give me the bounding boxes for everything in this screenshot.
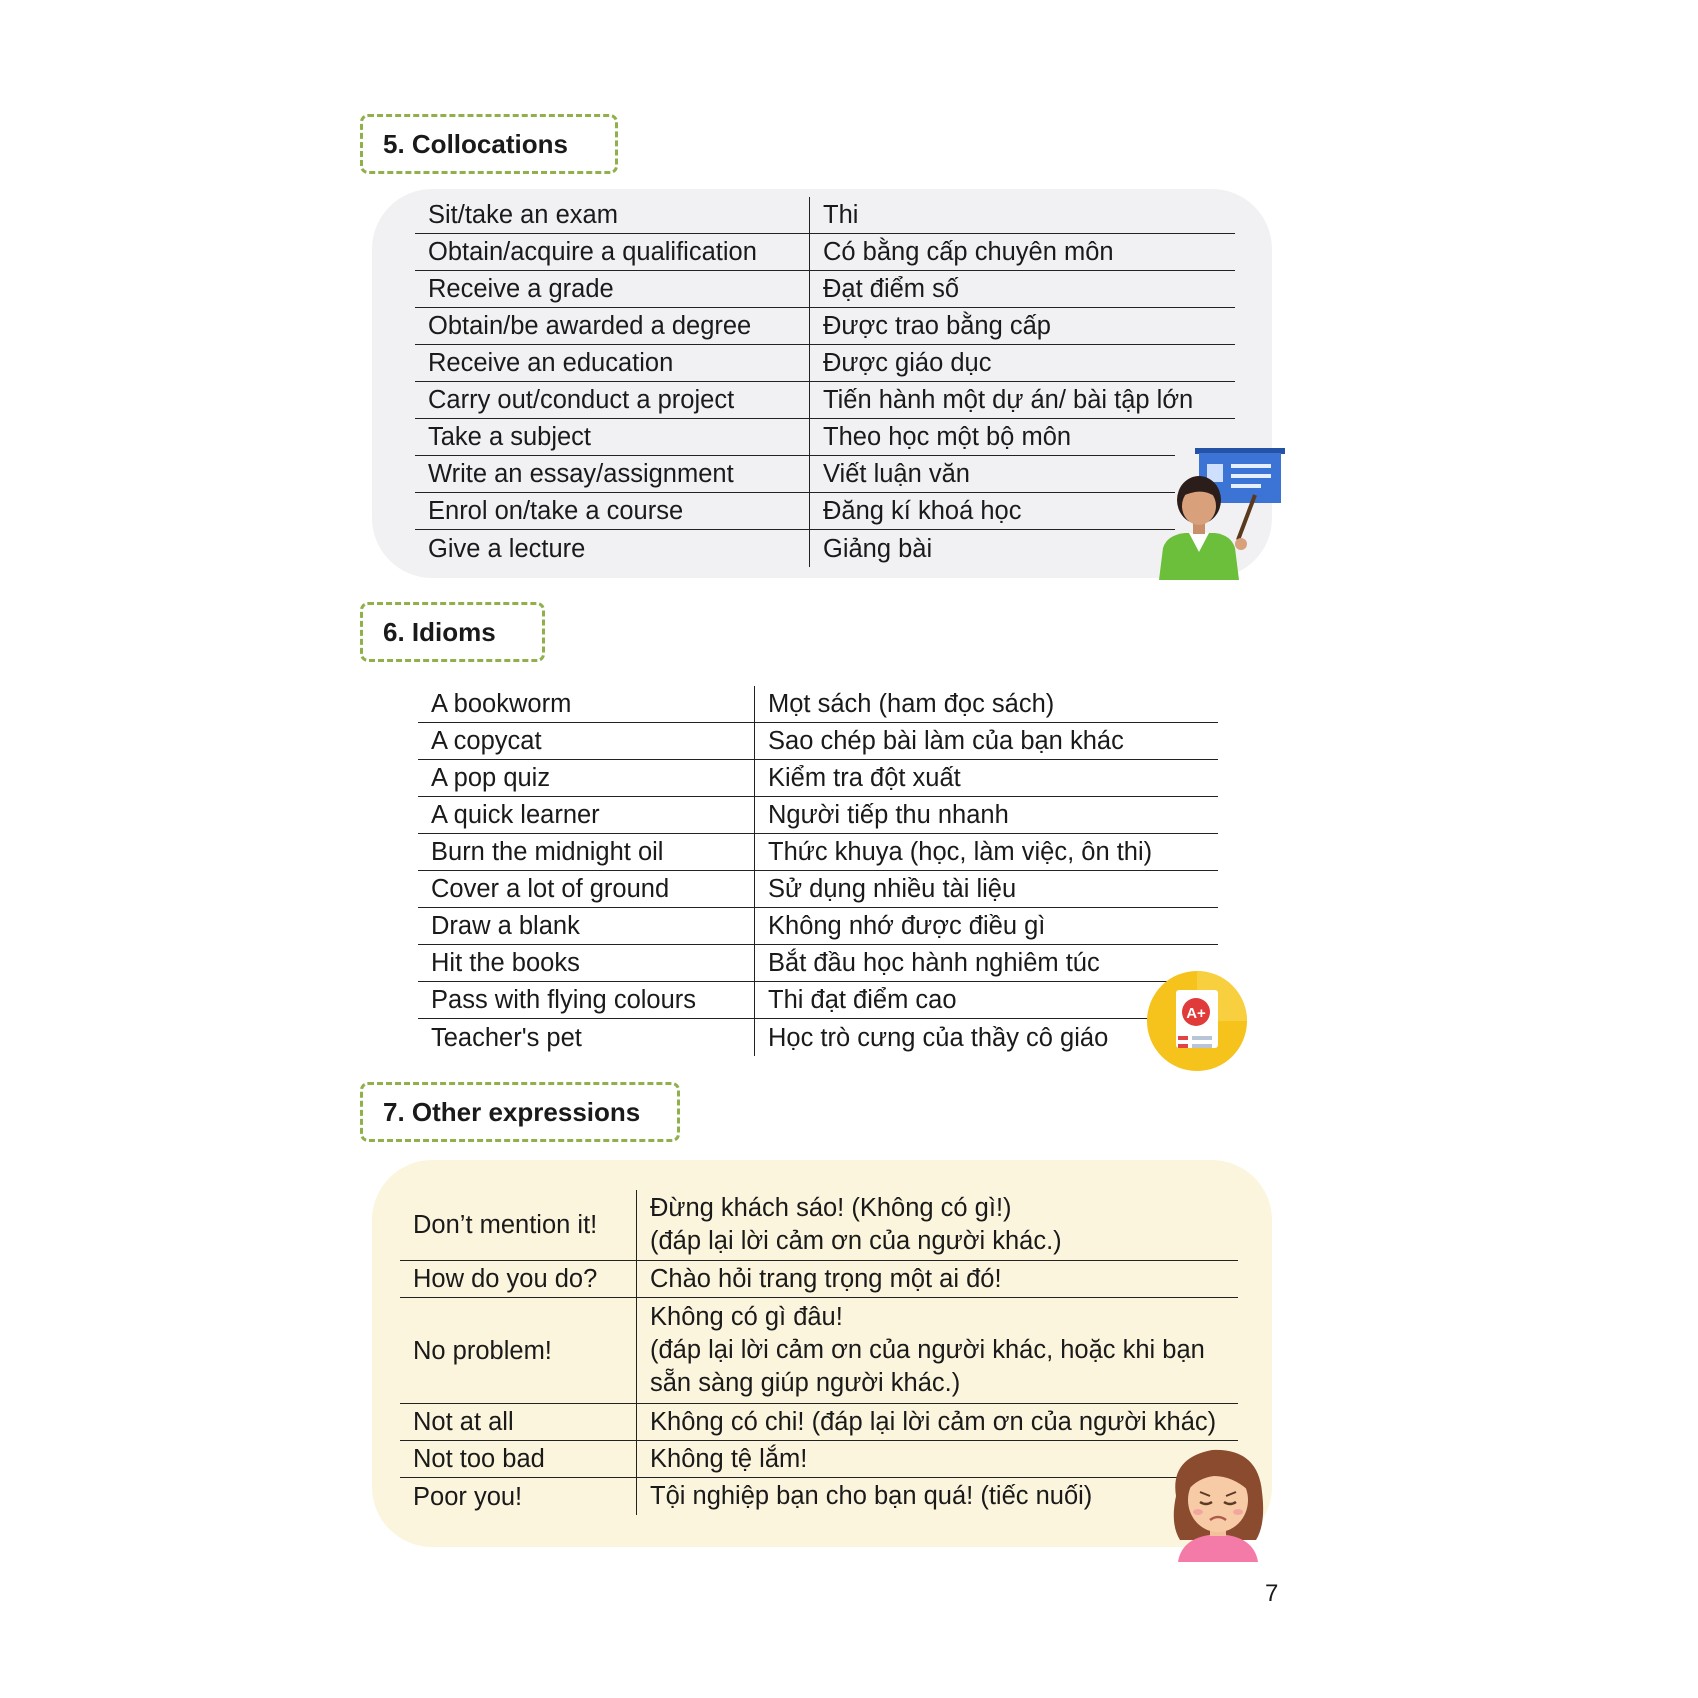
page-number: 7 [1265, 1580, 1279, 1607]
table-cell-en: Not too bad [400, 1441, 637, 1477]
table-row [418, 1019, 1218, 1056]
grade-badge-text: A+ [1186, 1005, 1206, 1022]
table-row [418, 982, 1148, 1019]
table-cell-vi: Được giáo dục [823, 349, 992, 377]
table-row [418, 871, 1218, 908]
table-cell-line: Không có chi! (đáp lại lời cảm ơn của người khác) [650, 1407, 1217, 1436]
table-row [418, 945, 1178, 982]
table-row [415, 234, 1235, 271]
table-cell-en: No problem! [400, 1298, 637, 1403]
table-cell-en: A copycat [418, 723, 755, 759]
table-cell-vi: Đăng kí khoá học [823, 497, 1022, 525]
table-cell-en: Burn the midnight oil [418, 834, 755, 870]
table-cell-vi: Được trao bằng cấp [823, 312, 1051, 340]
table-cell-vi: Theo học một bộ môn [823, 423, 1072, 451]
section-heading-other-expressions [360, 1082, 680, 1142]
table-cell-vi [637, 1261, 1002, 1297]
table-row [415, 382, 1235, 419]
table-cell-en: Pass with flying colours [418, 982, 755, 1018]
table-cell-line: (đáp lại lời cảm ơn của người khác.) [650, 1227, 1062, 1255]
teacher-illustration [1155, 440, 1290, 580]
table-cell-en: Receive an education [415, 345, 810, 381]
table-cell-en: Teacher's pet [418, 1019, 755, 1056]
table-cell-en: Receive a grade [415, 271, 810, 307]
table-cell-vi: Tiến hành một dự án/ bài tập lớn [823, 386, 1194, 414]
table-cell-line: Đừng khách sáo! (Không có gì!) [650, 1194, 1012, 1222]
table-cell-en: Obtain/be awarded a degree [415, 308, 810, 344]
table-row [415, 308, 1235, 345]
table-row [400, 1261, 1238, 1298]
table-cell-en: Obtain/acquire a qualification [415, 234, 810, 270]
idioms-heading-text: 6. Idioms [383, 616, 496, 647]
table-cell-vi [637, 1441, 807, 1477]
table-cell-vi: Kiểm tra đột xuất [768, 764, 961, 792]
table-row [400, 1404, 1238, 1441]
table-cell-line: (đáp lại lời cảm ơn của người khác, hoặc khi bạn [650, 1336, 1205, 1364]
table-row [418, 908, 1218, 945]
table-row [418, 834, 1218, 871]
table-cell-line: sẵn sàng giúp người khác.) [650, 1369, 961, 1397]
table-row [418, 686, 1218, 723]
table-cell-en: Don’t mention it! [400, 1190, 637, 1260]
table-cell-en: Sit/take an exam [415, 197, 810, 233]
table-cell-vi: Giảng bài [823, 534, 933, 563]
table-row [400, 1298, 1238, 1404]
table-cell-en: How do you do? [400, 1261, 637, 1297]
table-cell-vi: Có bằng cấp chuyên môn [823, 238, 1114, 266]
table-row [418, 797, 1218, 834]
table-cell-en: Enrol on/take a course [415, 493, 810, 529]
table-cell-vi: Thi [823, 201, 859, 229]
other-expressions-table [400, 1190, 1238, 1515]
table-cell-en: Draw a blank [418, 908, 755, 944]
table-cell-en: Take a subject [415, 419, 810, 455]
table-cell-en: Poor you! [400, 1478, 637, 1515]
table-cell-line: Tội nghiệp bạn cho bạn quá! (tiếc nuối) [650, 1482, 1093, 1510]
grade-badge-illustration [1146, 970, 1248, 1072]
table-row [418, 723, 1218, 760]
table-cell-vi: Mọt sách (ham đọc sách) [768, 690, 1055, 718]
table-cell-en: Give a lecture [415, 530, 810, 567]
table-cell-vi [637, 1298, 1205, 1403]
sad-girl-illustration [1162, 1440, 1274, 1562]
idioms-table [418, 686, 1218, 1056]
table-cell-en: Hit the books [418, 945, 755, 981]
table-row [415, 197, 1235, 234]
section-heading-collocations [360, 114, 618, 174]
table-cell-en: Write an essay/assignment [415, 456, 810, 492]
other-expressions-heading-text: 7. Other expressions [383, 1096, 641, 1127]
table-cell-vi: Viết luận văn [823, 460, 970, 488]
table-cell-vi [637, 1478, 1092, 1515]
table-cell-vi: Thức khuya (học, làm việc, ôn thi) [768, 838, 1153, 866]
collocations-heading-text: 5. Collocations [383, 128, 568, 159]
table-cell-en: A bookworm [418, 686, 755, 722]
table-cell-en: Cover a lot of ground [418, 871, 755, 907]
table-cell-vi: Học trò cưng của thầy cô giáo [768, 1023, 1109, 1052]
table-row [400, 1190, 1238, 1261]
table-cell-en: A pop quiz [418, 760, 755, 796]
table-cell-vi: Người tiếp thu nhanh [768, 801, 1009, 829]
table-cell-vi [637, 1190, 1062, 1260]
table-row [415, 271, 1235, 308]
table-cell-vi: Không nhớ được điều gì [768, 912, 1046, 940]
section-heading-idioms [360, 602, 545, 662]
collocations-table [415, 197, 1235, 567]
table-row [415, 345, 1235, 382]
table-row [415, 456, 1175, 493]
table-cell-vi [637, 1404, 1216, 1440]
table-row [415, 493, 1175, 530]
table-cell-line: Chào hỏi trang trọng một ai đó! [650, 1264, 1002, 1293]
table-cell-vi: Bắt đầu học hành nghiêm túc [768, 949, 1100, 977]
table-cell-vi: Sử dụng nhiều tài liệu [768, 875, 1017, 903]
table-cell-vi: Thi đạt điểm cao [768, 986, 957, 1014]
table-row [400, 1441, 1238, 1478]
table-row [418, 760, 1218, 797]
table-cell-en: Carry out/conduct a project [415, 382, 810, 418]
table-row [400, 1478, 1238, 1515]
table-row [415, 419, 1175, 456]
table-cell-vi: Đạt điểm số [823, 275, 960, 303]
table-cell-line: Không có gì đâu! [650, 1303, 843, 1331]
table-cell-en: A quick learner [418, 797, 755, 833]
table-row [415, 530, 1235, 567]
table-cell-en: Not at all [400, 1404, 637, 1440]
table-cell-vi: Sao chép bài làm của bạn khác [768, 727, 1124, 755]
table-cell-line: Không tệ lắm! [650, 1444, 808, 1473]
